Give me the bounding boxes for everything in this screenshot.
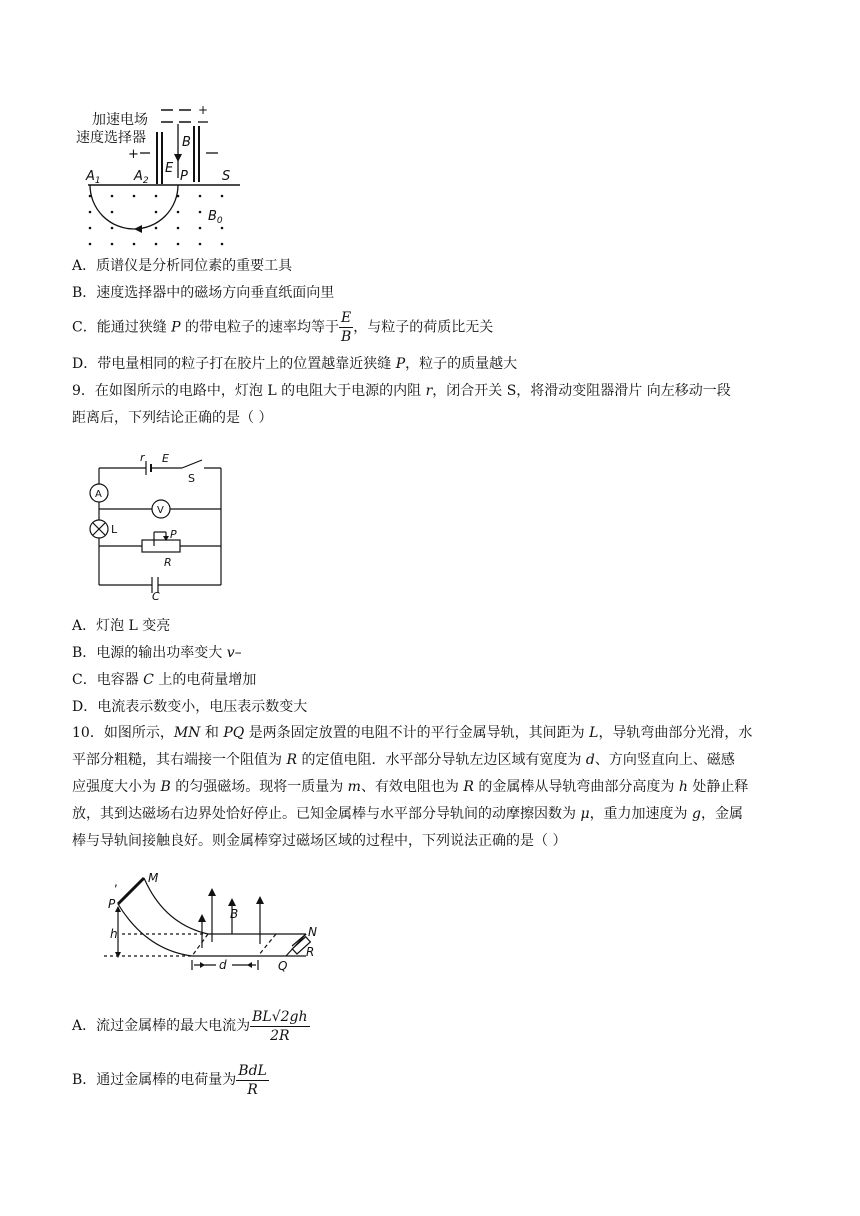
fraction-denominator: R (247, 1081, 258, 1098)
q9-stem-r: r (425, 383, 433, 399)
q8-option-d-pre: D．带电量相同的粒子打在胶片上的位置越靠近狭缝 (72, 356, 396, 372)
circuit-figure (84, 452, 234, 602)
q10-text: 和 (200, 725, 224, 741)
q10-stem-line5: 棒与导轨间接触良好。则金属棒穿过磁场区域的过程中，下列说法正确的是（ ） (72, 833, 567, 849)
voltmeter-icon: V (157, 505, 164, 516)
label-B: B (230, 907, 239, 921)
q10-stem-line4 (72, 804, 743, 824)
q8-option-c-pre: C．能通过狭缝 (72, 319, 172, 336)
q9-option-c-pre: C．电容器 (72, 672, 144, 688)
q10-text: 、方向竖直向上、磁感 (594, 752, 735, 768)
q10-var-d: d (585, 752, 595, 768)
q8-option-a: A．质谱仪是分析同位素的重要工具 (72, 258, 293, 274)
ammeter-icon: A (95, 489, 102, 500)
mass-spectrometer-figure (70, 96, 250, 252)
q10-var-pq: PQ (223, 725, 245, 741)
q10-option-a (72, 1006, 310, 1046)
label-R: R (306, 945, 315, 959)
q10-text: 的定值电阻．水平部分导轨左边区域有宽度为 (297, 752, 586, 768)
q10-text: 处静止释 (687, 779, 749, 795)
slit-P-label: P (180, 169, 188, 184)
charge-fraction (236, 1062, 269, 1099)
q10-text: 应强度大小为 (72, 779, 161, 795)
q10-var-b: B (160, 779, 171, 795)
label-Q: Q (278, 959, 288, 973)
q9-option-c-post: 上的电荷量增加 (153, 672, 257, 688)
q10-text: ，重力加速度为 (589, 806, 693, 822)
e-over-b-fraction (339, 309, 353, 346)
q10-var-mn: MN (173, 725, 201, 741)
q10-text: 平部分粗糙，其右端接一个阻值为 (72, 752, 287, 768)
fraction-denominator: B (341, 329, 352, 345)
q9-stem-line2: 距离后，下列结论正确的是（ ） (72, 410, 273, 426)
rheostat-label: R (164, 556, 172, 569)
q9-option-c-c: C (143, 672, 154, 688)
rails-figure (96, 864, 328, 988)
q10-stem-line2 (72, 750, 735, 770)
q10-var-m: m (347, 779, 361, 795)
q10-text: 的匀强磁场。现将一质量为 (170, 779, 348, 795)
label-S: S (222, 169, 231, 184)
q9-option-b (72, 643, 242, 663)
q8-option-c-post: ，与粒子的荷质比无关 (353, 319, 494, 336)
q10-stem-line3 (72, 777, 748, 797)
q10-var-mu: μ (580, 806, 590, 822)
q10-option-b-pre: B．通过金属棒的电荷量为 (72, 1072, 237, 1088)
q10-var-r: R (286, 752, 297, 768)
q9-option-b-text: B．电源的输出功率变大 (72, 645, 227, 661)
q8-option-c (72, 309, 493, 346)
label-A2: $A_2$ (134, 169, 149, 186)
q10-text: 、有效电阻也为 (360, 779, 464, 795)
q9-option-d: D．电流表示数变小，电压表示数变大 (72, 699, 308, 715)
max-current-fraction (250, 1008, 309, 1045)
q9-stem-b: ，闭合开关 S，将滑动变阻器滑片 向左移动一段 (432, 383, 731, 399)
label-M: M (148, 871, 159, 885)
label-E: E (162, 452, 169, 465)
label-S: S (188, 472, 195, 485)
fraction-numerator: E (341, 310, 352, 326)
velocity-selector-label: 速度选择器 (76, 130, 146, 146)
q9-option-b-tail: – (234, 645, 242, 661)
label-h: h (110, 927, 118, 941)
q10-var-g: g (692, 806, 701, 822)
field-B-label: B (182, 135, 191, 150)
fraction-numerator: BL√2gh (252, 1008, 308, 1025)
label-r: r (140, 452, 145, 464)
q10-text: ，导轨弯曲部分光滑，水 (598, 725, 753, 741)
label-N: N (308, 925, 317, 939)
q10-option-a-pre: A．流过金属棒的最大电流为 (72, 1018, 251, 1034)
plus-sign-left: + (128, 147, 139, 162)
q10-var-r: R (463, 779, 474, 795)
q10-var-l: L (589, 725, 599, 741)
label-d: d (219, 958, 227, 972)
field-E-label: E (165, 161, 174, 176)
q10-text: 的金属棒从导轨弯曲部分高度为 (473, 779, 679, 795)
tick-mark: , (114, 875, 118, 889)
q10-var-h: h (678, 779, 688, 795)
q8-option-d-post: ，粒子的质量越大 (405, 356, 518, 372)
q9-option-a: A．灯泡 L 变亮 (72, 618, 171, 634)
q8-option-c-p: P (171, 319, 181, 336)
q8-option-c-mid: 的带电粒子的速率均等于 (180, 319, 340, 336)
q10-text: 10．如图所示， (72, 725, 174, 741)
q10-text: ，金属 (700, 806, 743, 822)
q10-stem-line1 (72, 723, 752, 743)
label-A1: $A_1$ (86, 169, 101, 186)
q10-text: 放，其到达磁场右边界处恰好停止。已知金属棒与水平部分导轨间的动摩擦因数为 (72, 806, 581, 822)
q9-stem-line1 (72, 381, 731, 401)
q8-option-d (72, 354, 517, 374)
q8-option-d-p: P (395, 356, 406, 372)
q10-option-b (72, 1060, 269, 1100)
label-B0: $B_0$ (208, 209, 223, 226)
fraction-numerator: BdL (238, 1062, 267, 1079)
plus-sign: + (198, 103, 209, 117)
q10-text: 是两条固定放置的电阻不计的平行金属导轨，其间距为 (244, 725, 590, 741)
slider-label: P (170, 528, 177, 541)
accel-field-label: 加速电场 (92, 112, 148, 128)
q9-stem-a: 9．在如图所示的电路中，灯泡 L 的电阻大于电源的内阻 (72, 383, 426, 399)
fraction-denominator: 2R (270, 1027, 290, 1044)
q9-option-b-v: v (226, 645, 235, 661)
q8-option-b: B．速度选择器中的磁场方向垂直纸面向里 (72, 285, 335, 301)
label-P: P (108, 897, 116, 911)
lamp-label: L (111, 523, 118, 536)
capacitor-label: C (152, 590, 160, 602)
q9-option-c (72, 670, 256, 690)
